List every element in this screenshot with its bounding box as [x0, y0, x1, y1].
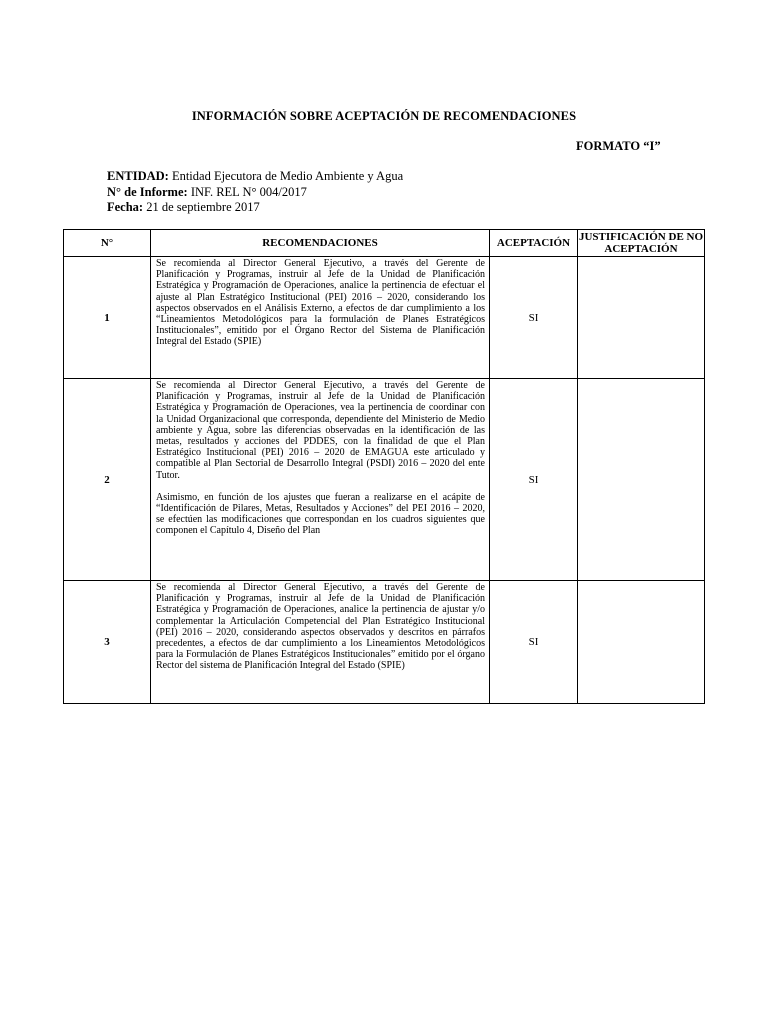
- recommendation-paragraph-2: Asimismo, en función de los ajustes que fueran a realizarse en el acápite de “Identificación de Pilares, Metas, Resultados y Acciones” del PEI 2016 – 2020, se efectúen las modificaciones que correspondan en los cuadros siguientes que componen el Capítulo 4, Diseño del Plan: [156, 491, 485, 537]
- recommendations-table: [63, 229, 705, 704]
- recommendation-text: [151, 257, 490, 379]
- table-row: [64, 581, 705, 704]
- row-number: 2: [64, 379, 151, 581]
- document-metadata: [107, 169, 403, 216]
- report-number-value: INF. REL N° 004/2017: [190, 184, 307, 199]
- table-header-row: [64, 230, 705, 257]
- entity-line: [107, 169, 403, 185]
- acceptance-value: SI: [490, 379, 578, 581]
- header-justification: JUSTIFICACIÓN DE NO ACEPTACIÓN: [578, 231, 704, 255]
- entity-value: Entidad Ejecutora de Medio Ambiente y Agua: [171, 169, 404, 183]
- justification-cell: [578, 581, 705, 704]
- header-acceptance: ACEPTACIÓN: [490, 230, 578, 257]
- justification-cell: [578, 379, 705, 581]
- table-row: [64, 379, 705, 581]
- header-number: N°: [64, 230, 151, 257]
- table-row: [64, 257, 705, 379]
- date-value: 21 de septiembre 2017: [146, 200, 260, 214]
- format-label: FORMATO “I”: [576, 139, 661, 153]
- acceptance-value: SI: [490, 257, 578, 379]
- recommendation-paragraph: Se recomienda al Director General Ejecutivo, a través del Gerente de Planificación y Programas, instruir al Jefe de la Unidad de Planificación Estratégica y Programación de Operaciones, analice la pertinencia de efectuar el ajuste al Plan Estratégico Institucional (PEI) 2016 – 2020, considerando los aspectos observados en el Análisis Externo, a efectos de dar cumplimiento a los “Lineamientos Metodológicos para la formulación de Planes Estratégicos Institucionales”, emitido por el Órgano Rector del Sistema de Planificación Integral del Estado (SPIE): [156, 258, 485, 348]
- recommendation-text: [151, 379, 490, 581]
- report-number-label: N° de Informe:: [107, 184, 188, 199]
- date-label: Fecha:: [107, 200, 144, 214]
- row-number: 1: [64, 257, 151, 379]
- recommendation-text: [151, 581, 490, 704]
- date-line: [107, 200, 403, 216]
- document-title: INFORMACIÓN SOBRE ACEPTACIÓN DE RECOMENDACIONES: [191, 109, 577, 123]
- header-recommendations: RECOMENDACIONES: [151, 230, 490, 257]
- recommendation-paragraph: Se recomienda al Director General Ejecutivo, a través del Gerente de Planificación y Programas, instruir al Jefe de la Unidad de Planificación Estratégica y Programación de Operaciones, analice la pertinencia de ajustar y/o complementar la Articulación Competencial del Plan Estratégico Institucional (PEI) 2016 – 2020, considerando aspectos observados y descritos en párrafos precedentes, a efectos de dar cumplimiento a los Lineamientos Metodológicos para la Formulación de Planes Estratégicos Institucionales” emitido por el órgano Rector del sistema de Planificación Integral del Estado (SPIE): [156, 582, 485, 672]
- acceptance-value: SI: [490, 581, 578, 704]
- recommendation-paragraph: Se recomienda al Director General Ejecutivo, a través del Gerente de Planificación y Programas, instruir al Jefe de la Unidad de Planificación Estratégica y Programación de Operaciones, vea la pertinencia de coordinar con la Unidad Organizacional que corresponda, dependiente del Ministerio de Medio ambiente y Agua, sobre las diferencias observadas en la identificación de las metas, resultados y acciones del PDDES, con la finalidad de que el Plan Estratégico Institucional (PEI) 2016 – 2020 de EMAGUA este articulado y compatible al Plan Sectorial de Desarrollo Integral (PSDI) 2016 – 2020 del ente Tutor.: [156, 380, 485, 481]
- entity-label: ENTIDAD:: [107, 169, 169, 183]
- row-number: 3: [64, 581, 151, 704]
- report-number-line: [107, 185, 403, 201]
- justification-cell: [578, 257, 705, 379]
